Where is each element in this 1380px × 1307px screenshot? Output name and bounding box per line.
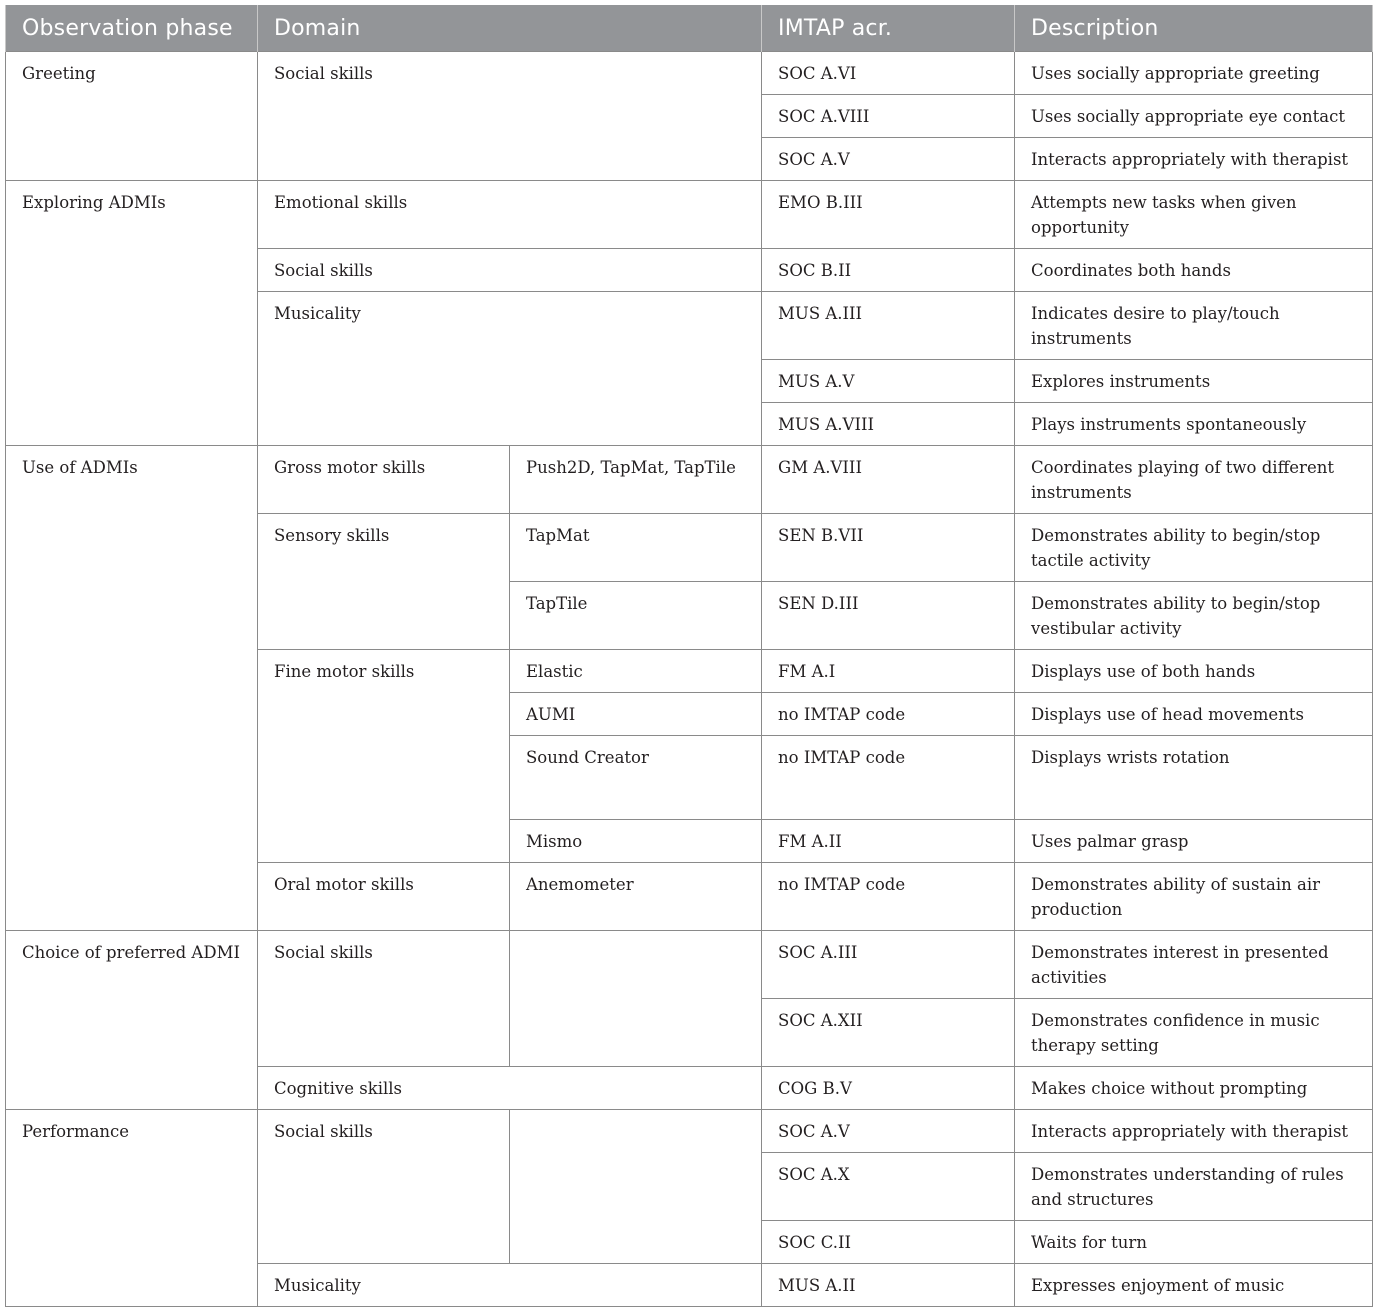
imtap-code-cell: MUS A.VIII bbox=[762, 403, 1015, 446]
imtap-code-cell: EMO B.III bbox=[762, 181, 1015, 249]
domain-cell: Social skills bbox=[258, 931, 510, 1067]
phase-cell: Exploring ADMIs bbox=[6, 181, 258, 446]
table-row bbox=[6, 1110, 1373, 1153]
domain-cell: Social skills bbox=[258, 1110, 510, 1264]
header-imtap-acr: IMTAP acr. bbox=[762, 5, 1015, 52]
domain-cell: Social skills bbox=[258, 52, 762, 181]
description-cell: Uses palmar grasp bbox=[1015, 820, 1373, 863]
description-cell: Displays use of head movements bbox=[1015, 693, 1373, 736]
admi-cell bbox=[510, 1110, 762, 1264]
admi-cell bbox=[510, 931, 762, 1067]
description-cell: Waits for turn bbox=[1015, 1221, 1373, 1264]
description-cell: Demonstrates confidence in music therapy setting bbox=[1015, 999, 1373, 1067]
imtap-code-cell: SOC A.XII bbox=[762, 999, 1015, 1067]
description-cell: Explores instruments bbox=[1015, 360, 1373, 403]
description-cell: Makes choice without prompting bbox=[1015, 1067, 1373, 1110]
imtap-code-cell: COG B.V bbox=[762, 1067, 1015, 1110]
domain-cell: Oral motor skills bbox=[258, 863, 510, 931]
description-cell: Demonstrates understanding of rules and structures bbox=[1015, 1153, 1373, 1221]
imtap-code-cell: SOC B.II bbox=[762, 249, 1015, 292]
imtap-code-cell: FM A.II bbox=[762, 820, 1015, 863]
imtap-code-cell: SOC A.III bbox=[762, 931, 1015, 999]
description-cell: Expresses enjoyment of music bbox=[1015, 1264, 1373, 1307]
imtap-code-cell: no IMTAP code bbox=[762, 736, 1015, 820]
admi-cell: Elastic bbox=[510, 650, 762, 693]
domain-cell: Fine motor skills bbox=[258, 650, 510, 863]
imtap-code-cell: SOC A.V bbox=[762, 138, 1015, 181]
header-domain: Domain bbox=[258, 5, 762, 52]
imtap-code-cell: MUS A.II bbox=[762, 1264, 1015, 1307]
imtap-code-cell: MUS A.III bbox=[762, 292, 1015, 360]
imtap-code-cell: SEN B.VII bbox=[762, 514, 1015, 582]
table-row bbox=[6, 931, 1373, 999]
description-cell: Indicates desire to play/touch instruments bbox=[1015, 292, 1373, 360]
phase-cell: Performance bbox=[6, 1110, 258, 1307]
admi-cell: Anemometer bbox=[510, 863, 762, 931]
description-cell: Displays wrists rotation bbox=[1015, 736, 1373, 820]
imtap-code-cell: SOC A.X bbox=[762, 1153, 1015, 1221]
imtap-code-cell: SEN D.III bbox=[762, 582, 1015, 650]
imtap-code-cell: GM A.VIII bbox=[762, 446, 1015, 514]
admi-cell: Push2D, TapMat, TapTile bbox=[510, 446, 762, 514]
domain-cell: Social skills bbox=[258, 249, 762, 292]
imtap-code-cell: SOC C.II bbox=[762, 1221, 1015, 1264]
description-cell: Coordinates both hands bbox=[1015, 249, 1373, 292]
admi-cell: TapTile bbox=[510, 582, 762, 650]
description-cell: Coordinates playing of two different instruments bbox=[1015, 446, 1373, 514]
description-cell: Demonstrates interest in presented activities bbox=[1015, 931, 1373, 999]
header-row bbox=[6, 5, 1373, 52]
imtap-code-cell: no IMTAP code bbox=[762, 863, 1015, 931]
description-cell: Uses socially appropriate greeting bbox=[1015, 52, 1373, 95]
description-cell: Demonstrates ability to begin/stop vestibular activity bbox=[1015, 582, 1373, 650]
description-cell: Uses socially appropriate eye contact bbox=[1015, 95, 1373, 138]
description-cell: Demonstrates ability to begin/stop tactile activity bbox=[1015, 514, 1373, 582]
imtap-code-cell: SOC A.V bbox=[762, 1110, 1015, 1153]
imtap-code-cell: SOC A.VIII bbox=[762, 95, 1015, 138]
domain-cell: Cognitive skills bbox=[258, 1067, 762, 1110]
admi-cell: Mismo bbox=[510, 820, 762, 863]
table-row bbox=[6, 52, 1373, 95]
domain-cell: Gross motor skills bbox=[258, 446, 510, 514]
imtap-code-cell: MUS A.V bbox=[762, 360, 1015, 403]
phase-cell: Choice of preferred ADMI bbox=[6, 931, 258, 1110]
description-cell: Interacts appropriately with therapist bbox=[1015, 138, 1373, 181]
domain-cell: Emotional skills bbox=[258, 181, 762, 249]
phase-cell: Greeting bbox=[6, 52, 258, 181]
table-row bbox=[6, 181, 1373, 249]
imtap-code-cell: no IMTAP code bbox=[762, 693, 1015, 736]
header-observation-phase: Observation phase bbox=[6, 5, 258, 52]
admi-cell: Sound Creator bbox=[510, 736, 762, 820]
phase-cell: Use of ADMIs bbox=[6, 446, 258, 931]
domain-cell: Musicality bbox=[258, 292, 762, 446]
domain-cell: Musicality bbox=[258, 1264, 762, 1307]
description-cell: Interacts appropriately with therapist bbox=[1015, 1110, 1373, 1153]
table-row bbox=[6, 446, 1373, 514]
imtap-code-cell: FM A.I bbox=[762, 650, 1015, 693]
description-cell: Attempts new tasks when given opportunity bbox=[1015, 181, 1373, 249]
imtap-code-cell: SOC A.VI bbox=[762, 52, 1015, 95]
admi-cell: AUMI bbox=[510, 693, 762, 736]
domain-cell: Sensory skills bbox=[258, 514, 510, 650]
description-cell: Plays instruments spontaneously bbox=[1015, 403, 1373, 446]
description-cell: Demonstrates ability of sustain air production bbox=[1015, 863, 1373, 931]
imtap-observation-table bbox=[5, 5, 1373, 1307]
admi-cell: TapMat bbox=[510, 514, 762, 582]
header-description: Description bbox=[1015, 5, 1373, 52]
description-cell: Displays use of both hands bbox=[1015, 650, 1373, 693]
